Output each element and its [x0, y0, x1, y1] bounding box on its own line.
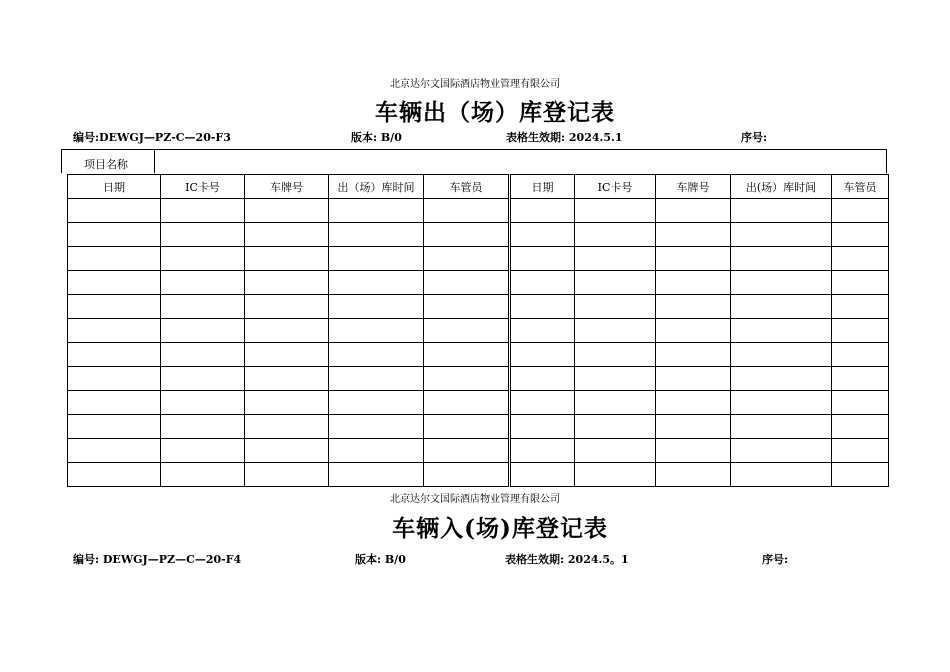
- table-row[interactable]: [68, 223, 889, 247]
- table-cell[interactable]: [656, 199, 731, 223]
- table-row[interactable]: [68, 415, 889, 439]
- table-cell[interactable]: [575, 295, 656, 319]
- table-cell[interactable]: [245, 415, 329, 439]
- table-cell[interactable]: [656, 439, 731, 463]
- table-cell[interactable]: [575, 271, 656, 295]
- table-cell[interactable]: [832, 223, 889, 247]
- col-header-date: 日期: [68, 175, 161, 199]
- form-effective-date: 表格生效期: 2024.5.1: [506, 131, 623, 144]
- table-row[interactable]: [68, 367, 889, 391]
- table-cell[interactable]: [424, 199, 510, 223]
- table-cell[interactable]: [245, 271, 329, 295]
- table-cell[interactable]: [424, 439, 510, 463]
- table-cell[interactable]: [832, 319, 889, 343]
- table-cell[interactable]: [656, 223, 731, 247]
- table-cell[interactable]: [161, 247, 245, 271]
- table-row[interactable]: [68, 439, 889, 463]
- table-cell[interactable]: [832, 247, 889, 271]
- table-cell[interactable]: [161, 343, 245, 367]
- col-header-exit-time: 出(场）库时间: [731, 175, 832, 199]
- register-table: [67, 174, 889, 487]
- form-serial: 序号:: [741, 131, 768, 144]
- table-cell[interactable]: [329, 319, 424, 343]
- table-cell[interactable]: [245, 223, 329, 247]
- table-row[interactable]: [68, 343, 889, 367]
- table-cell[interactable]: [510, 247, 575, 271]
- table-cell[interactable]: [161, 295, 245, 319]
- company-name: 北京达尔文国际酒店物业管理有限公司: [390, 494, 560, 505]
- table-cell[interactable]: [424, 247, 510, 271]
- table-cell[interactable]: [510, 271, 575, 295]
- form-serial: 序号:: [762, 553, 789, 566]
- table-cell[interactable]: [329, 367, 424, 391]
- table-cell[interactable]: [161, 463, 245, 487]
- table-cell[interactable]: [832, 391, 889, 415]
- table-cell[interactable]: [575, 199, 656, 223]
- table-cell[interactable]: [245, 439, 329, 463]
- table-cell[interactable]: [68, 271, 161, 295]
- form-version: 版本: B/0: [355, 553, 406, 566]
- table-row[interactable]: [68, 391, 889, 415]
- table-cell[interactable]: [510, 391, 575, 415]
- table-cell[interactable]: [731, 223, 832, 247]
- form-title-exit: 车辆出（场）库登记表: [375, 99, 615, 126]
- table-cell[interactable]: [731, 271, 832, 295]
- table-cell[interactable]: [424, 391, 510, 415]
- table-cell[interactable]: [329, 463, 424, 487]
- table-cell[interactable]: [656, 367, 731, 391]
- table-cell[interactable]: [329, 199, 424, 223]
- table-cell[interactable]: [575, 439, 656, 463]
- table-cell[interactable]: [424, 415, 510, 439]
- table-body: [68, 199, 889, 487]
- table-cell[interactable]: [731, 295, 832, 319]
- table-cell[interactable]: [161, 271, 245, 295]
- table-row[interactable]: [68, 247, 889, 271]
- table-cell[interactable]: [832, 199, 889, 223]
- table-cell[interactable]: [832, 367, 889, 391]
- col-header-plate: 车牌号: [245, 175, 329, 199]
- table-cell[interactable]: [510, 343, 575, 367]
- form-title-entry: 车辆入(场)库登记表: [392, 515, 608, 542]
- table-cell[interactable]: [329, 295, 424, 319]
- table-cell[interactable]: [161, 367, 245, 391]
- table-cell[interactable]: [656, 463, 731, 487]
- table-cell[interactable]: [832, 271, 889, 295]
- table-cell[interactable]: [731, 415, 832, 439]
- table-cell[interactable]: [245, 463, 329, 487]
- col-header-ic-card: IC卡号: [161, 175, 245, 199]
- table-cell[interactable]: [68, 415, 161, 439]
- table-cell[interactable]: [575, 415, 656, 439]
- table-cell[interactable]: [68, 199, 161, 223]
- table-cell[interactable]: [68, 439, 161, 463]
- col-header-date: 日期: [510, 175, 575, 199]
- table-cell[interactable]: [656, 343, 731, 367]
- table-cell[interactable]: [161, 415, 245, 439]
- table-cell[interactable]: [245, 247, 329, 271]
- table-row[interactable]: [68, 295, 889, 319]
- table-cell[interactable]: [161, 391, 245, 415]
- table-cell[interactable]: [329, 415, 424, 439]
- table-cell[interactable]: [161, 199, 245, 223]
- table-cell[interactable]: [731, 439, 832, 463]
- table-cell[interactable]: [245, 319, 329, 343]
- table-cell[interactable]: [575, 391, 656, 415]
- table-cell[interactable]: [245, 367, 329, 391]
- table-cell[interactable]: [731, 367, 832, 391]
- table-cell[interactable]: [68, 463, 161, 487]
- table-cell[interactable]: [68, 223, 161, 247]
- col-header-exit-time: 出（场）库时间: [329, 175, 424, 199]
- table-cell[interactable]: [832, 415, 889, 439]
- col-header-attendant: 车管员: [424, 175, 510, 199]
- table-cell[interactable]: [161, 223, 245, 247]
- table-cell[interactable]: [68, 319, 161, 343]
- table-cell[interactable]: [832, 295, 889, 319]
- table-cell[interactable]: [245, 199, 329, 223]
- table-cell[interactable]: [329, 247, 424, 271]
- table-cell[interactable]: [575, 367, 656, 391]
- table-cell[interactable]: [424, 463, 510, 487]
- col-header-ic-card: IC卡号: [575, 175, 656, 199]
- table-cell[interactable]: [575, 223, 656, 247]
- form-version: 版本: B/0: [351, 131, 402, 144]
- table-row[interactable]: [68, 199, 889, 223]
- table-cell[interactable]: [832, 343, 889, 367]
- table-cell[interactable]: [161, 319, 245, 343]
- table-cell[interactable]: [68, 295, 161, 319]
- col-header-plate: 车牌号: [656, 175, 731, 199]
- form-code: 编号: DEWGJ—PZ—C—20-F4: [73, 553, 242, 566]
- table-row[interactable]: [68, 319, 889, 343]
- table-cell[interactable]: [731, 463, 832, 487]
- table-cell[interactable]: [832, 463, 889, 487]
- col-header-attendant: 车管员: [832, 175, 889, 199]
- table-cell[interactable]: [424, 223, 510, 247]
- table-cell[interactable]: [329, 439, 424, 463]
- table-cell[interactable]: [575, 463, 656, 487]
- table-cell[interactable]: [510, 415, 575, 439]
- table-cell[interactable]: [731, 391, 832, 415]
- table-cell[interactable]: [424, 319, 510, 343]
- project-name-label: 项目名称: [84, 158, 128, 171]
- table-cell[interactable]: [656, 247, 731, 271]
- table-cell[interactable]: [424, 271, 510, 295]
- table-cell[interactable]: [329, 343, 424, 367]
- table-cell[interactable]: [656, 319, 731, 343]
- table-cell[interactable]: [424, 295, 510, 319]
- table-cell[interactable]: [832, 439, 889, 463]
- table-cell[interactable]: [510, 439, 575, 463]
- table-header-row: [68, 175, 889, 199]
- table-cell[interactable]: [656, 391, 731, 415]
- table-cell[interactable]: [575, 343, 656, 367]
- table-cell[interactable]: [510, 367, 575, 391]
- table-cell[interactable]: [510, 199, 575, 223]
- table-cell[interactable]: [329, 391, 424, 415]
- table-cell[interactable]: [161, 439, 245, 463]
- table-cell[interactable]: [731, 343, 832, 367]
- table-cell[interactable]: [731, 247, 832, 271]
- form-code: 编号:DEWGJ—PZ-C—20-F3: [73, 131, 231, 144]
- table-cell[interactable]: [731, 319, 832, 343]
- table-cell[interactable]: [329, 271, 424, 295]
- table-cell[interactable]: [731, 199, 832, 223]
- table-cell[interactable]: [510, 463, 575, 487]
- table-cell[interactable]: [245, 295, 329, 319]
- form-effective-date: 表格生效期: 2024.5。1: [505, 553, 629, 566]
- table-cell[interactable]: [68, 343, 161, 367]
- table-cell[interactable]: [510, 319, 575, 343]
- table-cell[interactable]: [245, 391, 329, 415]
- table-cell[interactable]: [68, 247, 161, 271]
- table-cell[interactable]: [245, 343, 329, 367]
- table-cell[interactable]: [424, 343, 510, 367]
- company-name: 北京达尔文国际酒店物业管理有限公司: [390, 79, 560, 90]
- table-cell[interactable]: [656, 415, 731, 439]
- project-name-row: [61, 149, 887, 173]
- table-cell[interactable]: [575, 247, 656, 271]
- table-cell[interactable]: [656, 271, 731, 295]
- table-row[interactable]: [68, 271, 889, 295]
- table-cell[interactable]: [68, 391, 161, 415]
- table-row[interactable]: [68, 463, 889, 487]
- table-cell[interactable]: [510, 295, 575, 319]
- table-cell[interactable]: [424, 367, 510, 391]
- table-cell[interactable]: [510, 223, 575, 247]
- table-cell[interactable]: [656, 295, 731, 319]
- divider: [154, 150, 155, 173]
- table-cell[interactable]: [575, 319, 656, 343]
- table-cell[interactable]: [329, 223, 424, 247]
- table-cell[interactable]: [68, 367, 161, 391]
